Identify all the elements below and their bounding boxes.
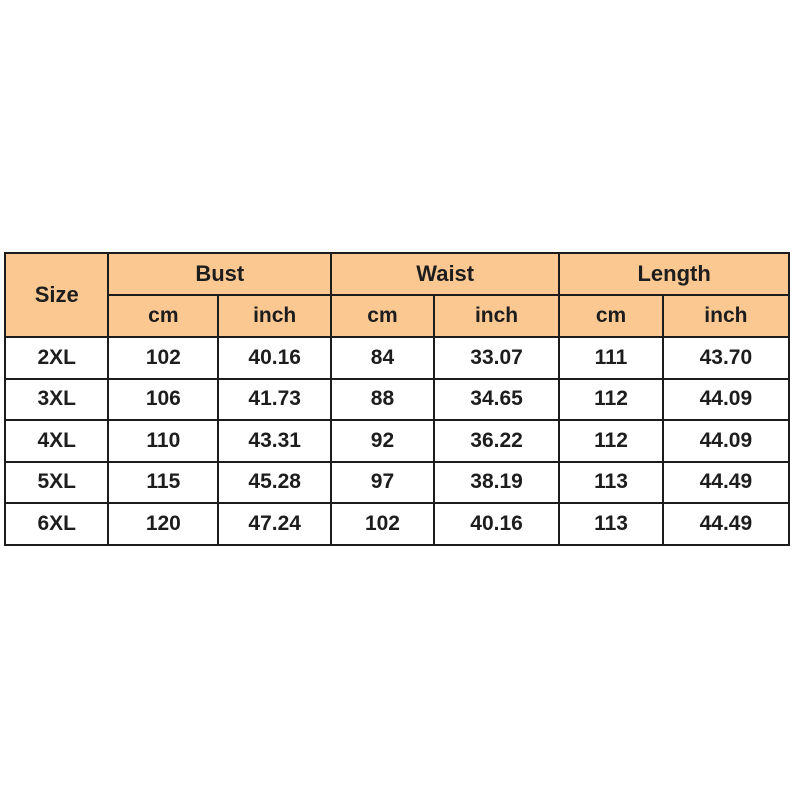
table-cell-waist-cm: 97	[331, 462, 434, 504]
table-cell-waist-inch: 40.16	[434, 503, 559, 545]
table-cell-length-cm: 112	[559, 379, 662, 421]
header-length-cm: cm	[559, 295, 662, 337]
table-cell-bust-inch: 40.16	[218, 337, 331, 379]
row-size-label: 4XL	[5, 420, 108, 462]
table-cell-waist-cm: 84	[331, 337, 434, 379]
table-cell-bust-inch: 43.31	[218, 420, 331, 462]
table-cell-length-cm: 113	[559, 503, 662, 545]
header-bust: Bust	[108, 253, 331, 295]
table-row-4xl	[5, 420, 789, 462]
table-cell-length-cm: 111	[559, 337, 662, 379]
table-cell-length-inch: 44.09	[663, 379, 789, 421]
table-cell-length-inch: 43.70	[663, 337, 789, 379]
header-waist-inch: inch	[434, 295, 559, 337]
table-cell-length-inch: 44.09	[663, 420, 789, 462]
table-cell-bust-inch: 41.73	[218, 379, 331, 421]
table-cell-length-cm: 113	[559, 462, 662, 504]
header-bust-cm: cm	[108, 295, 218, 337]
table-cell-bust-cm: 102	[108, 337, 218, 379]
row-size-label: 5XL	[5, 462, 108, 504]
header-bust-inch: inch	[218, 295, 331, 337]
table-cell-waist-inch: 36.22	[434, 420, 559, 462]
table-cell-waist-inch: 34.65	[434, 379, 559, 421]
header-length-inch: inch	[663, 295, 789, 337]
header-waist-cm: cm	[331, 295, 434, 337]
table-cell-bust-inch: 45.28	[218, 462, 331, 504]
row-size-label: 3XL	[5, 379, 108, 421]
table-cell-bust-cm: 110	[108, 420, 218, 462]
header-row-units	[5, 295, 789, 337]
table-cell-waist-cm: 88	[331, 379, 434, 421]
table-cell-bust-cm: 120	[108, 503, 218, 545]
row-size-label: 6XL	[5, 503, 108, 545]
table-cell-waist-cm: 92	[331, 420, 434, 462]
size-chart-table	[4, 252, 790, 546]
header-row-groups	[5, 253, 789, 295]
header-size: Size	[5, 253, 108, 337]
header-length: Length	[559, 253, 789, 295]
table-cell-bust-cm: 106	[108, 379, 218, 421]
table-row-5xl	[5, 462, 789, 504]
table-cell-length-inch: 44.49	[663, 462, 789, 504]
table-row-3xl	[5, 379, 789, 421]
table-cell-waist-cm: 102	[331, 503, 434, 545]
header-waist: Waist	[331, 253, 559, 295]
table-cell-bust-inch: 47.24	[218, 503, 331, 545]
table-cell-waist-inch: 38.19	[434, 462, 559, 504]
table-row-2xl	[5, 337, 789, 379]
table-row-6xl	[5, 503, 789, 545]
table-cell-length-inch: 44.49	[663, 503, 789, 545]
table-cell-waist-inch: 33.07	[434, 337, 559, 379]
row-size-label: 2XL	[5, 337, 108, 379]
table-cell-bust-cm: 115	[108, 462, 218, 504]
table-cell-length-cm: 112	[559, 420, 662, 462]
